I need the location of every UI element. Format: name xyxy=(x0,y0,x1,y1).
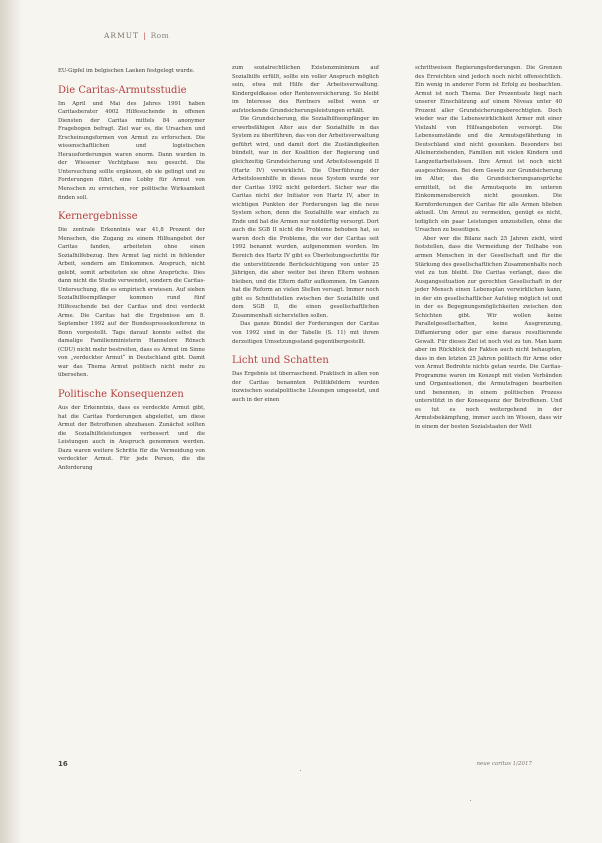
body-paragraph: Die Grundsicherung, die Sozialhilfeempfänger im erwerbsfähigen Alter aus der Sozialhilfe in das System zu überführen, das von der Arbeitsverwaltung geführt wird, und damit dort die Zuständigkeiten bündelt, war in der Koalition der Regierung und gleichzeitig Grundsicherung und Arbeitslosengeld II (Hartz IV) verwirklicht. Die Überführung der Arbeitslosenhilfe in dieses neue System wurde vor der Caritas 1992 nicht gefordert. Sicher war die Caritas nicht der Initiator von Hartz IV, aber in wichtigen Punkten der Forderungen lag die neue System schon, denn die Sozialhilfe war einfach zu Ende und hat die Armen nur notdürftig versorgt. Dort auch die SGB II nicht die Probleme behoben hat, so waren doch die Probleme, die vor der Caritas seit 1992 benannt wurden, aufgenommen worden. Im Bereich des Hartz IV gibt es Überleitungsschritte für die unterstützende Berücksichtigung von unter 25 Jährigen, die aber weiter bei ihren Eltern wohnen bleiben, und die Eltern dafür aufkommen. Im Ganzen hat die Reform an vielen Stellen versagt. Immer noch gibt es Schnittstellen zwischen der Sozialhilfe und dem SGB II, die einen gesellschaftlichen Zusammenhalt sicherstellen sollen. xyxy=(232,116,379,319)
body-paragraph: Das ganze Bündel der Forderungen der Caritas von 1992 sind in der Tabelle (S. 11) mit ihrem derzeitigen Umsetzungsstand gegenübergestellt. xyxy=(232,321,379,345)
running-head-section: Rom xyxy=(150,31,170,40)
body-paragraph: Aber wer die Bilanz nach 25 Jahren zieht, wird feststellen, dass die Vermeidung der Teilhabe von armen Menschen in der Gesellschaft und für die Stärkung des gesellschaftlichen Zusammenhalts noch viel zu tun bleibt. Die Caritas verlangt, dass die Ausgangssituation zur gerechten Gesellschaft in der jeder Mensch einen Lebensplan verwirklichen kann, in der ein gesellschaftlicher Aufstieg möglich ist und in der es Begegnungsmöglichkeiten zwischen den Schichten gibt. Wir wollen keine Parallelgesellschaften, keine Ausgrenzung, Diffamierung oder gar eine daraus resultierende Gewalt. Für dieses Ziel ist noch viel zu tun. Man kann aber im Rückblick der Fakten auch nicht behaupten, dass in den letzten 25 Jahren politisch für Arme oder von Armut Bedrohte nichts getan wurde. Die Caritas-Programme waren im Konzept mit vielen Verbänden und Organisationen, die Armutsfragen bearbeiten und benennen, in einem politischen Prozess unterstützt in der Konsequenz der Betroffenen. Und es tut es noch weitergehend in der Armutsbekämpfung, immer auch im Wissen, dass wir in einem der besten Sozialstaaten der Welt xyxy=(415,235,562,430)
scan-speck xyxy=(470,800,471,801)
section-heading: Kernergebnisse xyxy=(58,211,138,223)
page-gutter-shadow xyxy=(0,0,22,843)
text-column-1 xyxy=(58,67,205,472)
running-head-title: ARMUT xyxy=(104,31,140,40)
body-paragraph: Die zentrale Erkenntnis war 41,8 Prozent der Menschen, die Zugang zu einem Hilfeangebot der Caritas fanden, arbeiteten ohne einen Sozialhilfebezug. Ihre Armut lag nicht in fehlender Arbeit, sondern am Einkommen. Anspruch, nicht gelebt, somit arbeiteten sie ohne Ansprüche. Dies dann nicht die Studie verwendet, sondern die Caritas-Untersuchung, die es empirisch erwiesen. Auf sieben Sozialhilfeempfänger kommen rund fünf Hilfesuchende bei der Caritas und drei verdeckt Arme. Die Caritas hat die Ergebnisse am 8. September 1992 auf der Bundespressekonferenz in Bonn vorgestellt. Tags darauf konnte selbst die damalige Familienministerin Hannelore Rönsch (CDU) nicht mehr bestreiten, dass es Armut im Sinne von „verdeckter Armut“ in Deutschland gibt. Damit war das Thema Armut politisch nicht mehr zu übersehen. xyxy=(58,227,205,379)
page-number: 16 xyxy=(58,760,68,768)
body-paragraph: Das Ergebnis ist überraschend. Praktisch in allen von der Caritas benannten Politikfeldern wurden inzwischen sozialpolitische Lösungen umgesetzt, und auch in der einen xyxy=(232,371,379,403)
body-paragraph: EU-Gipfel im belgischen Laeken festgelegt wurde. xyxy=(58,68,195,74)
running-head-separator: | xyxy=(143,31,147,40)
section-heading: Licht und Schatten xyxy=(232,355,329,367)
text-column-3 xyxy=(415,64,562,432)
body-paragraph: Aus der Erkenntnis, dass es verdeckte Armut gibt, hat die Caritas Forderungen abgeleitet, um diese Armut der Betroffenen abzubauen. Zunächst sollten die Sozialhilfeleistungen verbessert und die Leistungen auch in Anspruch genommen werden. Dazu waren weitere Schritte für die Vermeidung von verdeckter Armut. Für jede Person, die die Anforderung xyxy=(58,404,205,471)
section-heading: Die Caritas-Armutsstudie xyxy=(58,84,187,96)
body-paragraph: zum sozialrechtlichen Existenzminimum auf Sozialhilfe erfüllt, sollte ein voller Anspruch möglich sein, etwa mit Hilfe der Arbeitsverwaltung. Kindergeldkasse oder Rentenversicherung. So bleibt im Interesse des Rentners selbst wenn er aufstockende Grundsicherungsleistungen erhält. xyxy=(232,65,379,114)
running-head xyxy=(104,31,169,40)
journal-footer: neue caritas 1/2017 xyxy=(476,761,532,767)
section-heading: Politische Konsequenzen xyxy=(58,388,184,400)
text-column-2 xyxy=(232,64,379,404)
body-paragraph: schrittweisen Regierungsforderungen. Die Grenzen des Erreichten sind jedoch noch nicht offensichtlich. Ein wenig in anderer Form ist Erfolg zu beobachten. Armut ist noch Thema. Der Prozentsatz liegt nach unserer Einschätzung auf einem Niveau unter 40 Prozent aller Grundsicherungsberechtigten. Doch wieder war die Lebenswirklichkeit Armer mit einer Vielzahl von Hilfsangeboten versorgt. Die Lebensumstände und die Armutsgefährdung in Deutschland sind nicht gesunken. Besonders bei Alleinerziehenden, Familien mit vielen Kindern und Langzeitarbeitslosen. Ihre Armut ist noch nicht ausgeschlossen. Bei dem Gesetz zur Grundsicherung im Alter, das die Grundsicherungsansprüche ermittelt, ist die Armutsquote im unteren Einkommensbereich nicht gesunken. Die Kernforderungen der Caritas für alle Armen blieben aktuell. Um Armut zu vermeiden, genügt es nicht, lediglich ein paar Leistungen umzustellen, ohne die Ursachen zu beseitigen. xyxy=(415,65,562,234)
body-paragraph: Im April und Mai des Jahres 1991 haben Caritasberater 4002 Hilfesuchende in offenen Diensten der Caritas mittels 84 anonymer Fragebogen befragt. Ziel war es, die Ursachen und Erscheinungsformen von Armut zu erforschen. Die wissenschaftlichen und logistischen Herausforderungen waren enorm. Dann wurden in der Wiesener Vechtphase neu gesucht. Die Untersuchung sollte ergänzen, ob sie gelingt und zu Forderungen führt, eine Lobby für Armut von Menschen zu erreichen, vor politische Wirksamkeit finden soll. xyxy=(58,100,205,201)
scan-speck xyxy=(300,770,301,771)
